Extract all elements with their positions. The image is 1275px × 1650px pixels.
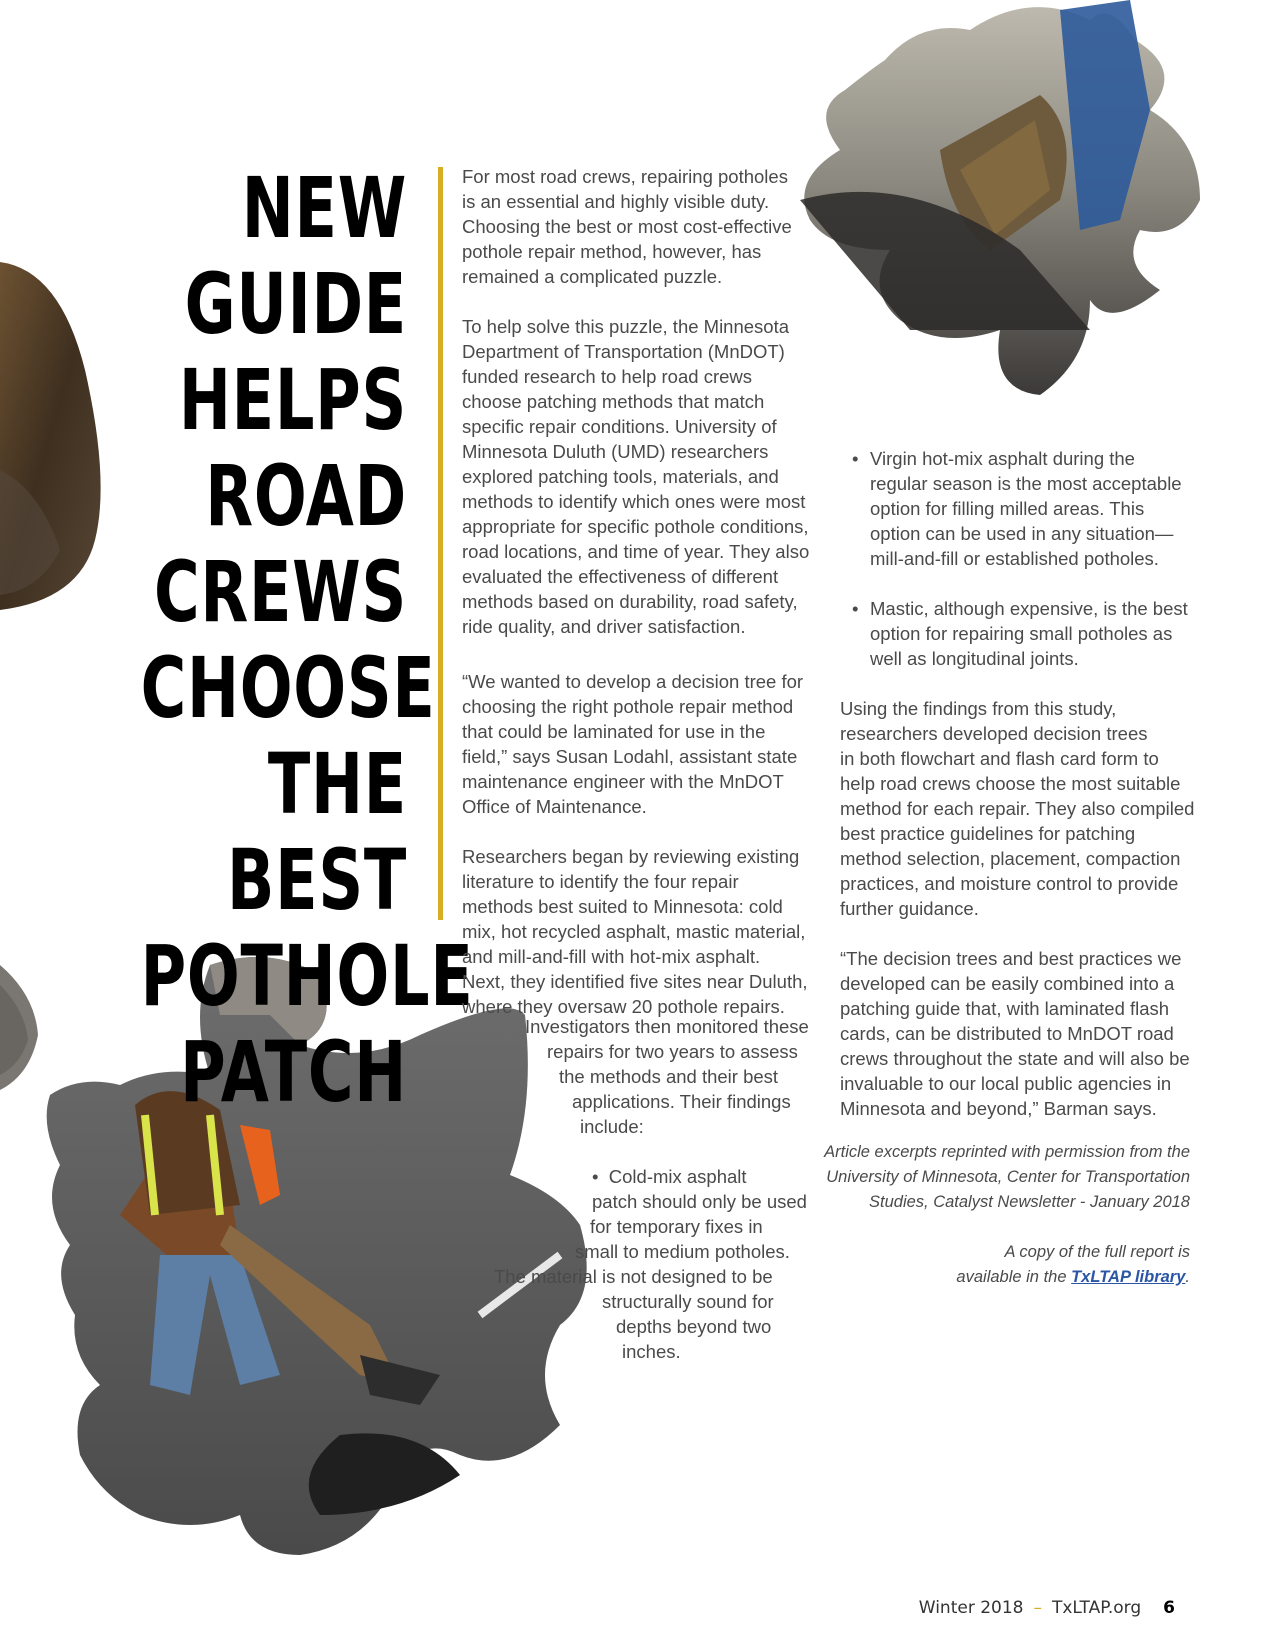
page-number: 6 — [1163, 1598, 1175, 1618]
footer-separator: – — [1033, 1598, 1042, 1618]
text-line: in both flowchart and flash card form to — [840, 748, 1159, 769]
text-line: method for each repair. They also compiled — [840, 798, 1195, 819]
text-line: Using the findings from this study, — [840, 698, 1117, 719]
text-line: explored patching tools, materials, and — [462, 466, 779, 487]
text-line: option for repairing small potholes as — [870, 623, 1173, 644]
left-edge-puzzle-photo — [0, 250, 110, 620]
text-line: Article excerpts reprinted with permission from the — [824, 1143, 1190, 1161]
text-line: researchers developed decision trees — [840, 723, 1148, 744]
text-line: method selection, placement, compaction — [840, 848, 1181, 869]
text-line: the methods and their best — [559, 1066, 779, 1087]
text-line: field,” says Susan Lodahl, assistant state — [462, 746, 798, 767]
text-line: option for filling milled areas. This — [870, 498, 1145, 519]
text-line: . — [1185, 1268, 1190, 1286]
paragraph-quote-barman — [840, 946, 1210, 1121]
text-line: For most road crews, repairing potholes — [462, 166, 788, 187]
text-line: literature to identify the four repair — [462, 871, 739, 892]
footer-issue: Winter 2018 — [918, 1598, 1024, 1618]
text-line: that could be laminated for use in the — [462, 721, 766, 742]
text-line: regular season is the most acceptable — [870, 473, 1182, 494]
paragraph-findings — [840, 696, 1210, 921]
text-line: Office of Maintenance. — [462, 796, 647, 817]
text-line: Cold-mix asphalt — [608, 1166, 747, 1187]
text-line: mix, hot recycled asphalt, mastic material, — [462, 921, 806, 942]
text-line: small to medium potholes. — [575, 1241, 790, 1262]
text-line: is an essential and highly visible duty. — [462, 191, 770, 212]
text-line: methods to identify which ones were most — [462, 491, 806, 512]
text-line: inches. — [622, 1341, 681, 1362]
text-line: pothole repair method, however, has — [462, 241, 762, 262]
bullet-virgin-hot-mix — [852, 446, 1212, 571]
text-line: appropriate for specific pothole conditions, — [462, 516, 809, 537]
headline-line: CHOOSE — [140, 639, 436, 737]
text-line: Investigators then monitored these — [525, 1016, 809, 1037]
headline-line: THE BEST — [227, 735, 407, 929]
text-line: Next, they identified five sites near Duluth, — [462, 971, 808, 992]
text-line: developed can be easily combined into a — [840, 973, 1175, 994]
reprint-credit-note — [790, 1140, 1190, 1215]
text-line: Studies, Catalyst Newsletter - January 2018 — [869, 1193, 1190, 1211]
text-line: applications. Their findings — [572, 1091, 791, 1112]
text-line: best practice guidelines for patching — [840, 823, 1136, 844]
bullet-dot: • — [592, 1166, 599, 1187]
text-line: specific repair conditions. University of — [462, 416, 777, 437]
text-line: cards, can be distributed to MnDOT road — [840, 1023, 1174, 1044]
text-line: The material is not designed to be — [494, 1266, 773, 1287]
text-line: for temporary fixes in — [590, 1216, 763, 1237]
footer-site: TxLTAP.org — [1051, 1598, 1142, 1618]
text-line: choose patching methods that match — [462, 391, 765, 412]
headline-line: ROAD — [205, 447, 407, 545]
headline-line: HELPS — [178, 351, 407, 449]
text-line: well as longitudinal joints. — [870, 648, 1079, 669]
text-line: funded research to help road crews — [462, 366, 753, 387]
text-line: invaluable to our local public agencies in — [840, 1073, 1172, 1094]
headline-line: NEW GUIDE — [184, 159, 407, 353]
text-line: option can be used in any situation— — [870, 523, 1174, 544]
text-line: depths beyond two — [616, 1316, 772, 1337]
text-line: Researchers began by reviewing existing — [462, 846, 800, 867]
bullet-dot: • — [852, 598, 859, 619]
text-line: Minnesota Duluth (UMD) researchers — [462, 441, 769, 462]
paragraph-findings-wrap — [462, 1014, 822, 1139]
paragraph-methods — [462, 844, 812, 1019]
page-footer — [919, 1598, 1175, 1618]
text-line: Mastic, although expensive, is the best — [870, 598, 1188, 619]
text-line: To help solve this puzzle, the Minnesota — [462, 316, 790, 337]
text-line: help road crews choose the most suitable — [840, 773, 1181, 794]
text-line: maintenance engineer with the MnDOT — [462, 771, 784, 792]
text-line: Department of Transportation (MnDOT) — [462, 341, 785, 362]
text-line: University of Minnesota, Center for Transportation — [826, 1168, 1190, 1186]
text-line: Virgin hot-mix asphalt during the — [870, 448, 1135, 469]
text-line: road locations, and time of year. They also — [462, 541, 810, 562]
headline-line: CREWS — [154, 543, 407, 641]
paragraph-research — [462, 314, 812, 639]
text-line: practices, and moisture control to provide — [840, 873, 1179, 894]
text-line: evaluated the effectiveness of different — [462, 566, 779, 587]
article-headline — [140, 159, 474, 1121]
text-line: remained a complicated puzzle. — [462, 266, 723, 287]
text-line: where they oversaw 20 pothole repairs. — [462, 996, 785, 1017]
text-line: patching guide that, with laminated flash — [840, 998, 1170, 1019]
full-report-note — [790, 1240, 1190, 1290]
text-line: Minnesota and beyond,” Barman says. — [840, 1098, 1157, 1119]
text-line: A copy of the full report is — [1004, 1243, 1190, 1261]
text-line: patch should only be used — [592, 1191, 807, 1212]
bullet-mastic — [852, 596, 1212, 671]
headline-line: POTHOLE — [140, 927, 474, 1025]
text-line: methods best suited to Minnesota: cold — [462, 896, 783, 917]
text-line: further guidance. — [840, 898, 979, 919]
text-line: repairs for two years to assess — [547, 1041, 798, 1062]
text-line: Choosing the best or most cost-effective — [462, 216, 792, 237]
article-column-1 — [462, 164, 812, 1019]
text-line: available in the — [956, 1268, 1072, 1286]
text-line: mill-and-fill or established potholes. — [870, 548, 1159, 569]
paragraph-intro — [462, 164, 812, 289]
txltap-library-link[interactable]: TxLTAP library — [1071, 1268, 1186, 1286]
text-line: methods based on durability, road safety, — [462, 591, 798, 612]
text-line: “We wanted to develop a decision tree for — [462, 671, 804, 692]
text-line: “The decision trees and best practices we — [840, 948, 1182, 969]
left-edge-gravel-photo — [0, 965, 45, 1095]
article-column-2-body — [840, 696, 1210, 1121]
bullet-cold-mix — [462, 1164, 822, 1364]
text-line: and mill-and-fill with hot-mix asphalt. — [462, 946, 761, 967]
text-line: structurally sound for — [602, 1291, 774, 1312]
text-line: choosing the right pothole repair method — [462, 696, 794, 717]
top-right-puzzle-photo-shovel — [790, 0, 1210, 400]
text-line: crews throughout the state and will also be — [840, 1048, 1190, 1069]
headline-line: PATCH — [180, 1023, 407, 1121]
paragraph-quote-lodahl — [462, 669, 812, 819]
text-line: ride quality, and driver satisfaction. — [462, 616, 746, 637]
text-line: include: — [580, 1116, 644, 1137]
gold-divider-rule — [438, 167, 443, 920]
bullet-dot: • — [852, 448, 859, 469]
